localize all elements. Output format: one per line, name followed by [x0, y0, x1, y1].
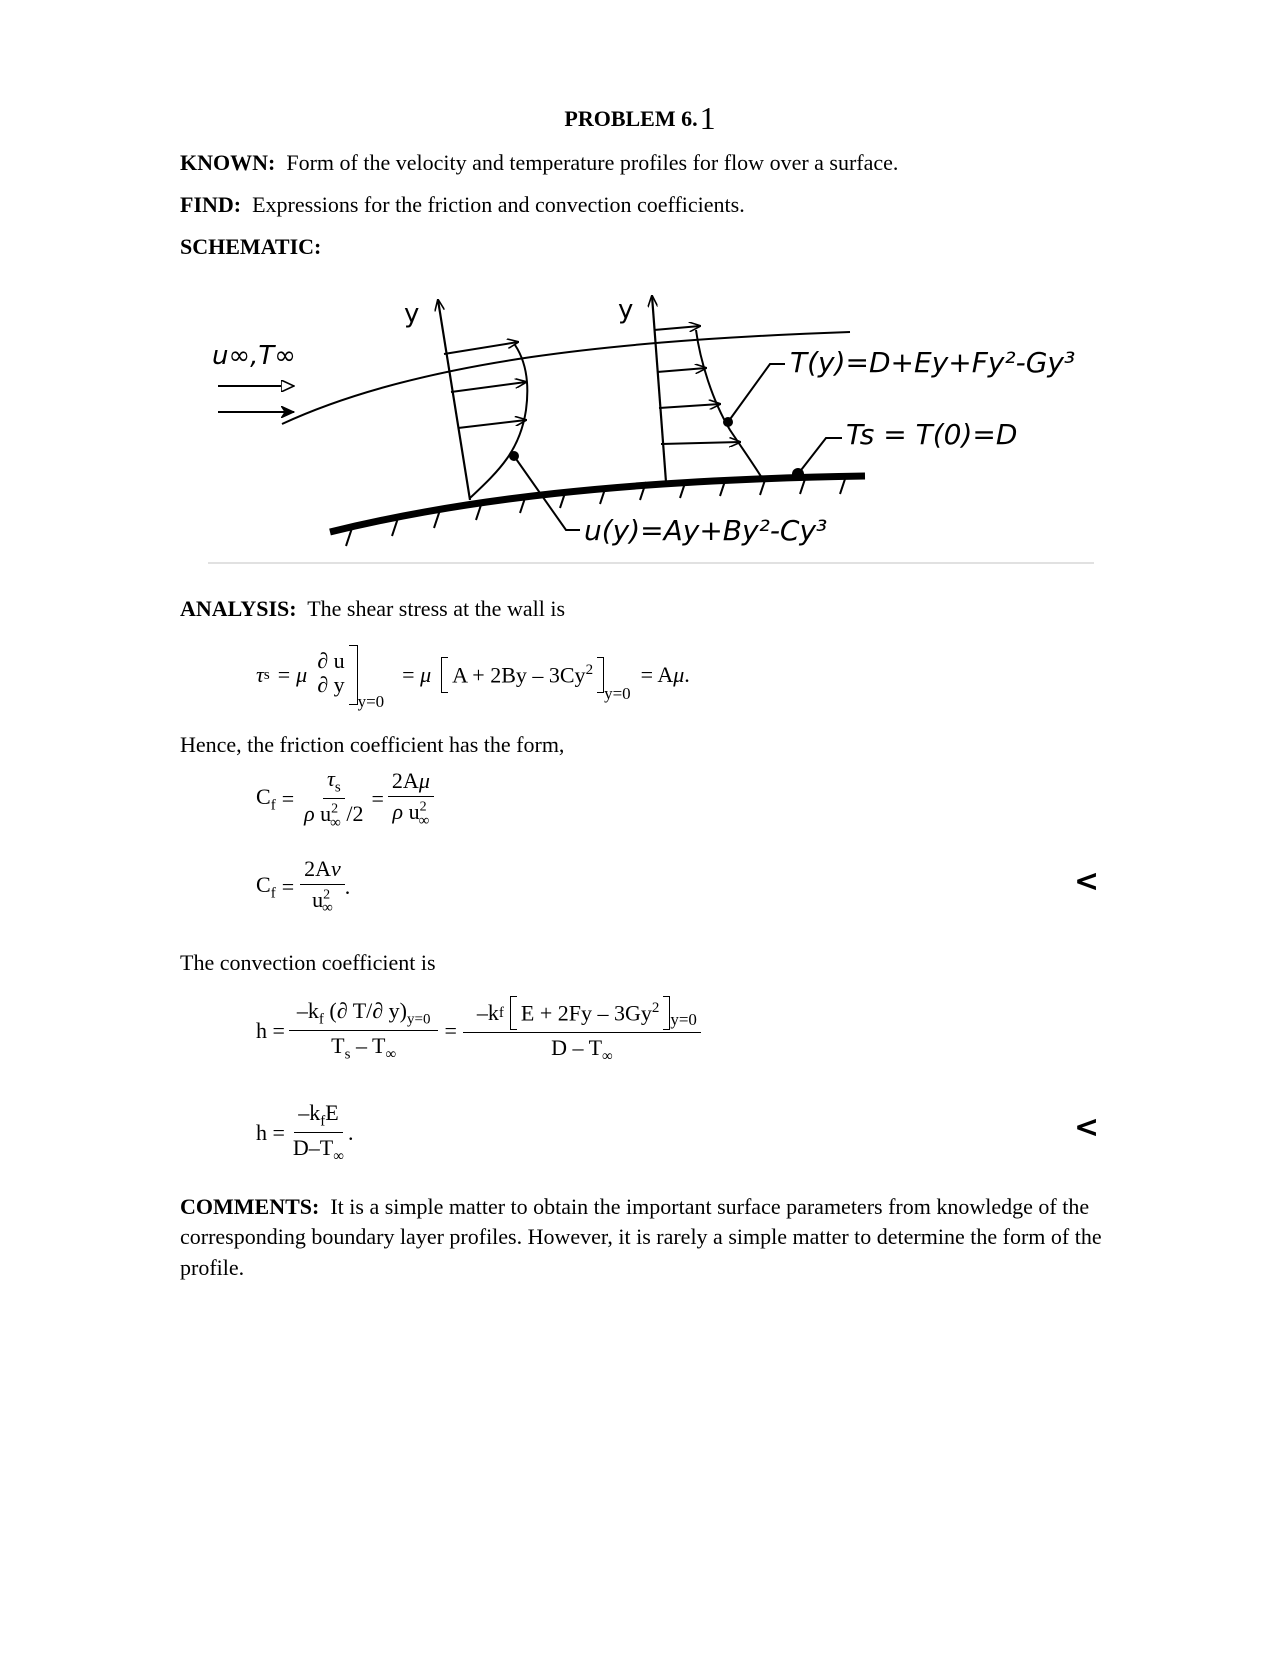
temp-arrow-4: [661, 442, 740, 444]
comments-block: [180, 1192, 1130, 1283]
velocity-arrow-2: [451, 382, 526, 392]
convection-coefficient-equation-1: h = $\frac{-k_f (\partial T/\partial y)_{y=0}}{T_s - T_\infty}$ = –k f E + 2Fy – 3Gy$^2$ y=0 D – $T_\infty$: [256, 996, 701, 1065]
temp-leader-line: [728, 364, 785, 422]
schematic-figure: [0, 0, 1280, 580]
velocity-arrow-1: [444, 342, 518, 354]
velocity-profile-label: u(y)=Ay+By²-Cy³: [584, 514, 828, 547]
convection-text: The convection coefficient is: [180, 950, 436, 975]
comments-text: It is a simple matter to obtain the important surface parameters from knowledge of the corresponding boundary layer profiles. However, it is rarely a simple matter to determine the form of the profile.: [180, 1194, 1102, 1280]
y-axis-2: [652, 296, 666, 482]
comments-label: COMMENTS:: [180, 1194, 320, 1219]
schematic-label: SCHEMATIC:: [180, 234, 322, 259]
y-axis-1-label: y: [404, 299, 420, 329]
surface-temp-label: Ts = T(0)=D: [846, 418, 1018, 451]
friction-coefficient-equation-1: $C_f$ = $\frac{\tau_s}{\rho u^2_\infty /2}$ = $\frac{2A\mu}{\rho u^2_\infty}$: [256, 766, 434, 832]
answer-marker-convection: <: [1074, 1110, 1100, 1145]
hence-text: Hence, the friction coefficient has the form,: [180, 732, 565, 757]
temp-profile-label: T(y)=D+Ey+Fy²-Gy³: [790, 346, 1076, 379]
surface-temp-leader-line: [798, 438, 842, 474]
boundary-layer-edge: [282, 332, 850, 424]
temp-arrow-1: [654, 326, 700, 330]
velocity-arrow-3: [458, 420, 526, 428]
friction-coefficient-equation-2: $C_f$ = $\frac{2A\nu}{u^2_\infty}$ .: [256, 856, 351, 917]
known-text: Form of the velocity and temperature profiles for flow over a surface.: [286, 150, 899, 175]
shear-stress-equation: τ s = μ ∂ u ∂ y y=0 = μ A + 2By – 3Cy$^2$ y=0 = Aμ.: [256, 640, 690, 710]
analysis-line: [180, 594, 565, 624]
freestream-label: u∞,T∞: [212, 341, 296, 371]
analysis-text: The shear stress at the wall is: [307, 596, 565, 621]
temp-arrow-3: [659, 404, 720, 408]
answer-marker-friction: <: [1074, 864, 1100, 899]
convection-coefficient-equation-2: h = $\frac{-k_fE}{D-T_\infty}$ .: [256, 1100, 354, 1165]
y-axis-2-label: y: [618, 295, 634, 325]
known-label: KNOWN:: [180, 150, 276, 175]
find-text: Expressions for the friction and convection coefficients.: [252, 192, 745, 217]
analysis-label: ANALYSIS:: [180, 596, 297, 621]
temp-arrow-2: [657, 368, 706, 372]
title-prefix: PROBLEM 6.: [564, 106, 698, 131]
title-number: 1: [699, 100, 716, 136]
find-label: FIND:: [180, 192, 242, 217]
y-axis-1: [438, 300, 470, 500]
